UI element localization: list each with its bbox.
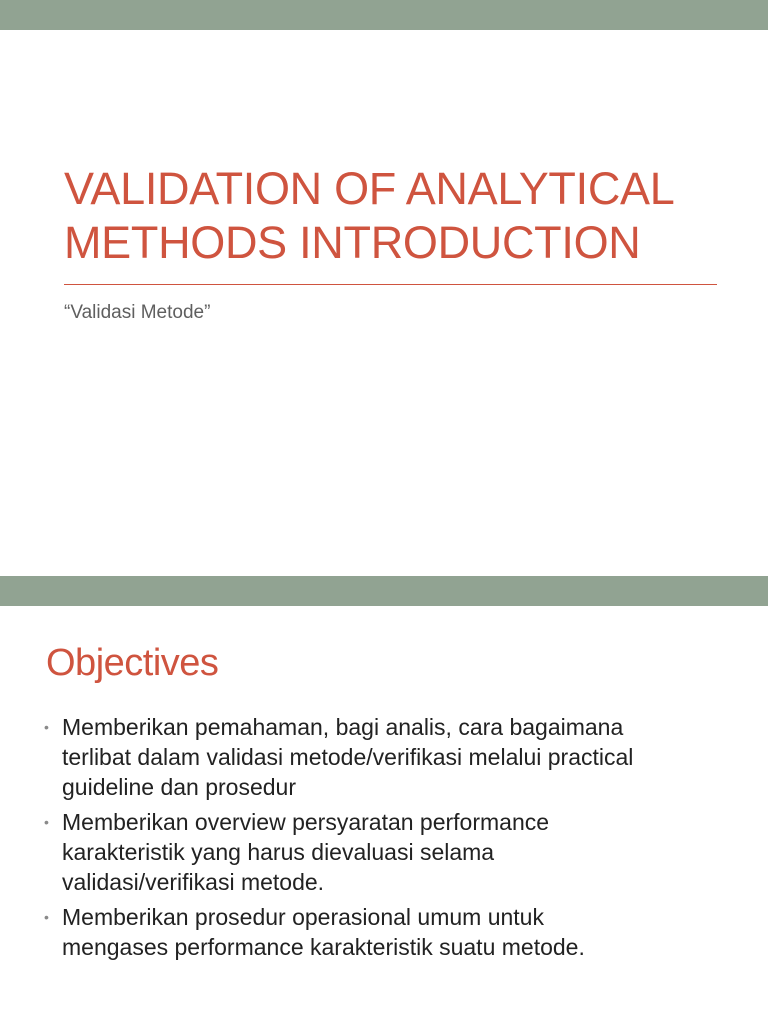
list-item	[44, 712, 724, 802]
list-item	[44, 807, 724, 897]
list-item-line: mengases performance karakteristik suatu metode.	[62, 934, 585, 960]
bullet-icon: •	[44, 814, 49, 830]
list-item-line: karakteristik yang harus dievaluasi selama	[62, 839, 495, 865]
slide-title-line: METHODS INTRODUCTION	[64, 217, 641, 268]
slide-header-band	[0, 576, 768, 606]
slide-header-band	[0, 0, 768, 30]
slide-title	[64, 162, 724, 270]
bullet-icon: •	[44, 719, 49, 735]
slide-heading: Objectives	[46, 642, 219, 684]
objectives-list	[44, 712, 724, 967]
list-item-line: guideline dan prosedur	[62, 774, 297, 800]
objectives-slide	[0, 576, 768, 1024]
list-item-line: validasi/verifikasi metode.	[62, 869, 325, 895]
slide-title-line: VALIDATION OF ANALYTICAL	[64, 163, 675, 214]
list-item-line: terlibat dalam validasi metode/verifikasi melalui practical	[62, 744, 634, 770]
title-divider	[64, 284, 717, 285]
list-item-line: Memberikan pemahaman, bagi analis, cara bagaimana	[62, 714, 624, 740]
slide-subtitle: “Validasi Metode”	[64, 302, 211, 323]
list-item-line: Memberikan prosedur operasional umum untuk	[62, 904, 544, 930]
list-item-line: Memberikan overview persyaratan performance	[62, 809, 550, 835]
bullet-icon: •	[44, 909, 49, 925]
list-item	[44, 902, 724, 962]
